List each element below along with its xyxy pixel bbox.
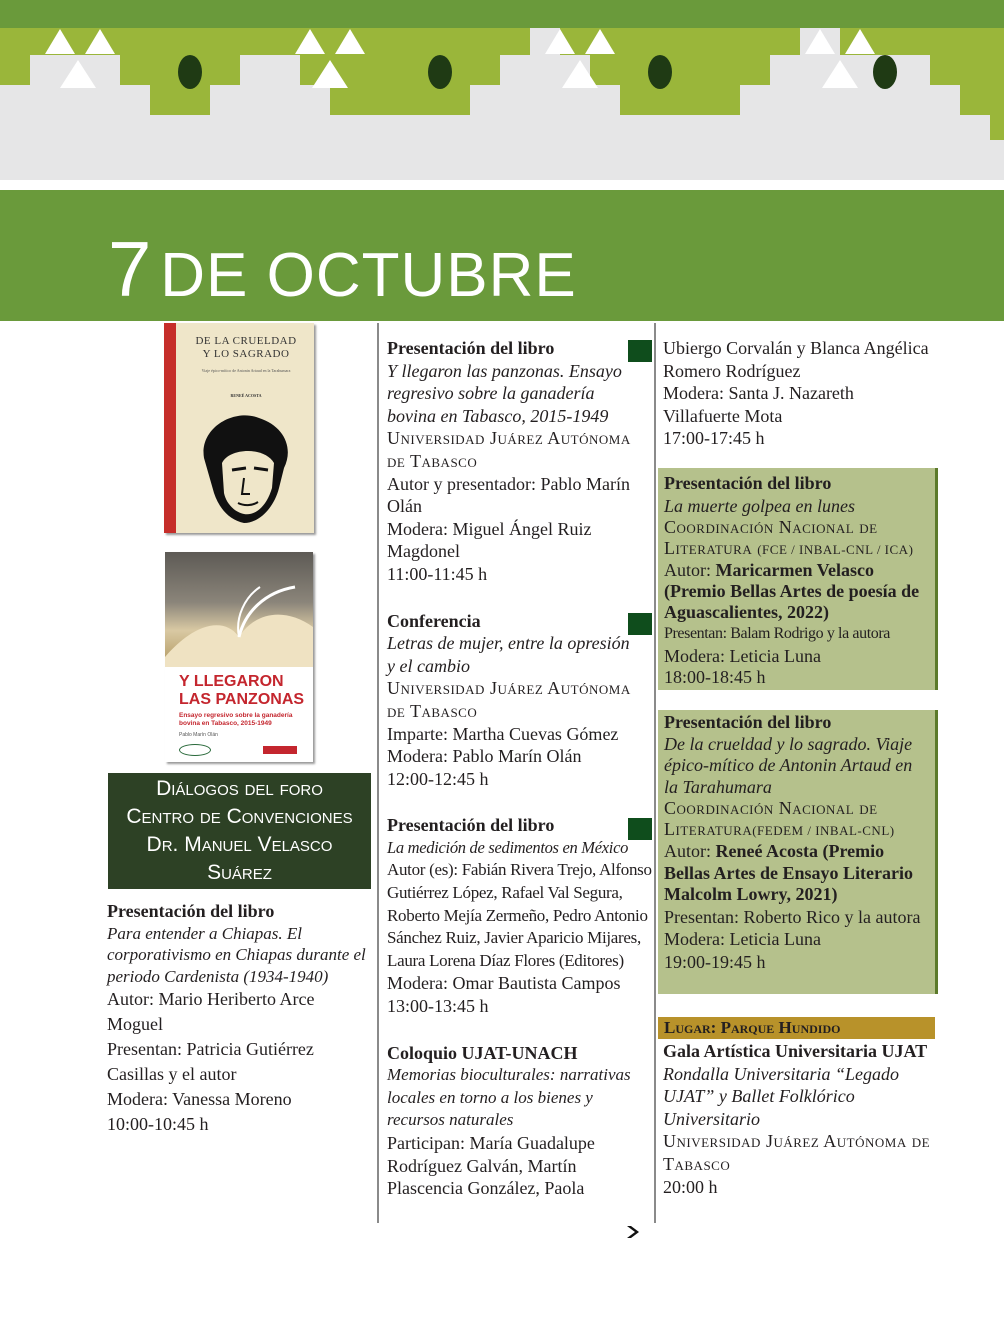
event-moderator: Modera: Leticia Luna (664, 645, 821, 666)
event-type: Presentación del libro (387, 338, 555, 358)
date-month: DE OCTUBRE (160, 241, 577, 310)
event-moderator: Modera: Santa J. Nazareth Villafuerte Mota (663, 383, 854, 426)
col2-event-3 (387, 814, 652, 1017)
event-time: 18:00-18:45 h (664, 666, 766, 687)
event-author: Autor: Mario Heriberto Arce Moguel (107, 989, 315, 1035)
event-presenters: Presentan: Roberto Rico y la autora (664, 906, 921, 927)
event-title: Rondalla Universitaria “Legado UJAT” y Ballet Folklórico Universitario (663, 1063, 900, 1129)
event-authors: Autor (es): Fabián Rivera Trejo, Alfonso Gutiérrez López, Rafael Val Segura, Roberto Mejía Zermeño, Pedro Antonio Sánchez Ruiz, Javier Aparicio Mijares, Laura Lorena Díaz Flores (Editores) (387, 860, 652, 970)
org-name: Coordinación Nacional de Literatura (664, 517, 878, 559)
event-speaker: Imparte: Martha Cuevas Gómez (387, 723, 619, 744)
event-title: De la crueldad y lo sagrado. Viaje épico-mítico de Antonin Artaud en la Tarahumara (664, 733, 913, 797)
cover2-subtitle: Ensayo regresivo sobre la ganadería bovina en Tabasco, 2015-1949 (179, 712, 293, 727)
event-presenters: Presentan: Patricia Gutiérrez Casillas y el autor (107, 1039, 314, 1085)
event-organization (664, 798, 928, 841)
col2-events (387, 337, 652, 1200)
event-title: Letras de mujer, entre la opresión y el cambio (387, 633, 630, 676)
col2-event-1 (387, 337, 652, 586)
col3-event-3 (663, 1040, 931, 1198)
event-presenters: Presentan: Balam Rodrigo y la autora (664, 625, 890, 643)
cover2-publisher-logo (179, 744, 211, 756)
event-moderator: Modera: Vanessa Moreno (107, 1089, 292, 1110)
event-organization: Universidad Juárez Autónoma de Tabasco (387, 678, 631, 721)
author-name: Reneé Acosta (Premio Bellas Artes de Ensayo Literario Malcolm Lowry, 2021) (664, 841, 913, 905)
org-sub: (FCE / INBAL-CNL / ICA) (757, 542, 914, 558)
date-number: 7 (108, 225, 152, 313)
event-moderator: Modera: Pablo Marín Olán (387, 746, 582, 767)
event-time: 12:00-12:45 h (387, 768, 489, 789)
event-organization: Universidad Juárez Autónoma de Tabasco (387, 428, 631, 471)
event-moderator: Modera: Leticia Luna (664, 929, 821, 950)
cover1-title-line2: Y LO SAGRADO (202, 348, 290, 360)
col3-continuation (663, 337, 933, 450)
event-title: La muerte golpea en lunes (664, 495, 855, 516)
cover2-open-book-image (165, 582, 313, 667)
event-time: 19:00-19:45 h (664, 951, 766, 972)
cover1-portrait-illustration (194, 408, 299, 528)
column-divider-right (654, 323, 656, 1223)
cover1-author: RENEÉ ACOSTA (230, 393, 262, 398)
event-participants-cont: Ubiergo Corvalán y Blanca Angélica Romero Rodríguez (663, 338, 929, 381)
event-time: 17:00-17:45 h (663, 428, 765, 449)
page-title (108, 225, 577, 313)
event-author (664, 841, 928, 906)
event-type: Presentación del libro (664, 473, 832, 493)
event-type: Gala Artística Universitaria UJAT (663, 1041, 928, 1061)
venue-line3: Dr. Manuel Velasco (146, 833, 333, 856)
cover2-author: Pablo Marín Olán (179, 732, 218, 738)
org-sub: (FEDEM / INBAL-CNL) (752, 823, 895, 839)
event-organization (664, 517, 928, 560)
col3-event-1 (664, 472, 928, 688)
event-author: Autor y presentador: Pablo Marín Olán (387, 473, 630, 517)
event-title: Y llegaron las panzonas. Ensayo regresivo sobre la ganadería bovina en Tabasco, 2015-1949 (387, 360, 622, 426)
event-moderator: Modera: Miguel Ángel Ruiz Magdonel (387, 518, 592, 562)
cover2-title-line1: Y LLEGARON (179, 673, 284, 690)
event-time: 10:00-10:45 h (107, 1114, 209, 1135)
event-title: Para entender a Chiapas. El corporativismo en Chiapas durante el periodo Cardenista (1934-1940) (107, 923, 366, 986)
book-cover-panzonas (165, 552, 313, 762)
cover1-title-line1: DE LA CRUELDAD (195, 335, 297, 347)
cover1-subtitle: Viaje épico-mítico de Antonin Artaud en la Tarahumara (201, 368, 291, 373)
event-time: 13:00-13:45 h (387, 996, 489, 1017)
event-title: Memorias bioculturales: narrativas locales en torno a los bienes y recursos naturales (387, 1065, 631, 1130)
event-type: Coloquio UJAT-UNACH (387, 1042, 578, 1063)
venue-line1: Diálogos del foro (156, 777, 323, 800)
event-time: 11:00-11:45 h (387, 563, 488, 584)
venue-line4: Suárez (207, 861, 272, 884)
venue-line2: Centro de Convenciones (126, 805, 353, 828)
event-author (664, 560, 928, 623)
col3-event-2 (664, 711, 928, 973)
cover2-series-logo (263, 746, 297, 754)
org-name: Coordinación Nacional de Literatura (664, 798, 878, 840)
venue-box (108, 773, 371, 889)
top-decorative-pattern (0, 0, 1004, 180)
event-time: 20:00 h (663, 1176, 718, 1197)
location-bar: Lugar: Parque Hundido (658, 1017, 935, 1039)
event-title: La medición de sedimentos en México (387, 837, 629, 857)
author-name: Maricarmen Velasco (Premio Bellas Artes de poesía de Aguascalientes, 2022) (664, 560, 920, 623)
col2-event-4 (387, 1042, 652, 1200)
col2-event-2 (387, 610, 652, 791)
event-moderator: Modera: Omar Bautista Campos (387, 973, 621, 994)
author-label: Autor: (664, 560, 711, 581)
event-participants: Participan: María Guadalupe Rodríguez Galván, Martín Plascencia González, Paola (387, 1133, 595, 1199)
event-type: Presentación del libro (387, 815, 555, 836)
event-type: Presentación del libro (664, 712, 832, 732)
next-page-arrow-icon (624, 1224, 644, 1240)
cover2-title-line2: LAS PANZONAS (179, 691, 305, 708)
column-divider-left (377, 323, 379, 1223)
event-type: Conferencia (387, 610, 481, 631)
author-label: Autor: (664, 841, 711, 862)
col1-event (107, 900, 369, 1137)
book-cover-crueldad (164, 323, 314, 533)
event-type: Presentación del libro (107, 901, 275, 921)
event-organization: Universidad Juárez Autónoma de Tabasco (663, 1131, 931, 1174)
